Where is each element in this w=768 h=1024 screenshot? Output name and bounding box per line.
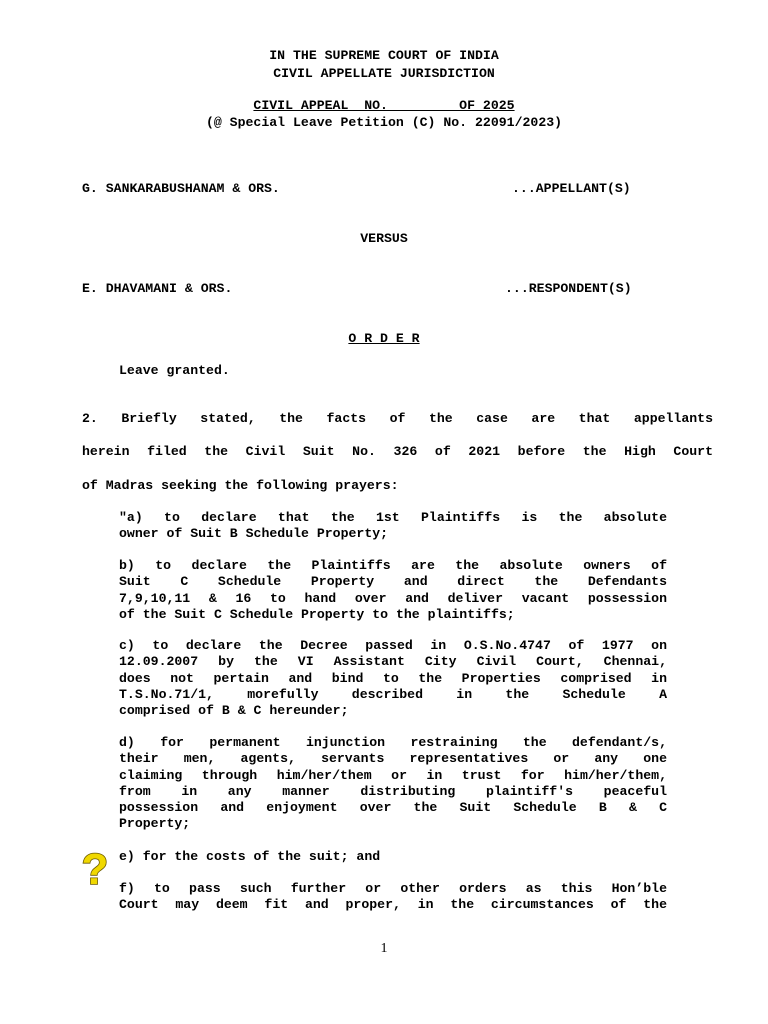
prayer-line: owner of Suit B Schedule Property; bbox=[119, 526, 389, 542]
prayer-line: T.S.No.71/1, morefully described in the Schedule A bbox=[119, 686, 667, 702]
respondent-role: ...RESPONDENT(S) bbox=[505, 281, 632, 296]
prayer-line: d) for permanent injunction restraining the defendant/s, bbox=[119, 735, 667, 750]
prayer-line: their men, agents, servants representatives or any one bbox=[119, 751, 667, 767]
prayer-c bbox=[119, 638, 667, 719]
para-leave-granted: Leave granted. bbox=[119, 363, 230, 378]
slp-number: (@ Special Leave Petition (C) No. 22091/2023) bbox=[205, 115, 563, 130]
prayer-line: Property; bbox=[119, 816, 191, 832]
prayer-line: from in any manner distributing plaintiff's peaceful bbox=[119, 783, 667, 799]
appellant-role: ...APPELLANT(S) bbox=[512, 181, 631, 196]
appellant-name: G. SANKARABUSHANAM & ORS. bbox=[82, 181, 280, 196]
prayer-line: comprised of B & C hereunder; bbox=[119, 703, 349, 719]
prayer-line: 7,9,10,11 & 16 to hand over and deliver vacant possession bbox=[119, 590, 667, 606]
prayer-line: "a) to declare that the 1st Plaintiffs is the absolute bbox=[119, 510, 667, 525]
prayer-line: 12.09.2007 by the VI Assistant City Civil Court, Chennai, bbox=[119, 654, 667, 670]
para-2-line-1: 2. Briefly stated, the facts of the case are that appellants bbox=[82, 411, 713, 426]
prayer-line: c) to declare the Decree passed in O.S.No.4747 of 1977 on bbox=[119, 638, 667, 653]
para-2-line-3: of Madras seeking the following prayers: bbox=[82, 478, 399, 493]
prayer-line: Court may deem fit and proper, in the circumstances of the bbox=[119, 897, 667, 913]
prayer-line: f) to pass such further or other orders as this Hon’ble bbox=[119, 881, 667, 896]
order-heading-wrap bbox=[0, 331, 768, 346]
jurisdiction-title: CIVIL APPELLATE JURISDICTION bbox=[273, 66, 495, 81]
svg-text:?: ? bbox=[81, 846, 109, 890]
prayer-line: does not pertain and bind to the Properties comprised in bbox=[119, 670, 667, 686]
court-title: IN THE SUPREME COURT OF INDIA bbox=[269, 48, 499, 63]
prayer-line: e) for the costs of the suit; and bbox=[119, 849, 381, 864]
prayer-line: possession and enjoyment over the Suit Schedule B & C bbox=[119, 800, 667, 816]
prayer-d bbox=[119, 735, 667, 833]
prayer-line: b) to declare the Plaintiffs are the absolute owners of bbox=[119, 558, 667, 573]
prayer-e bbox=[119, 849, 667, 865]
para-2-line-2: herein filed the Civil Suit No. 326 of 2021 before the High Court bbox=[82, 444, 713, 459]
question-mark-icon[interactable] bbox=[79, 846, 111, 890]
prayer-line: claiming through him/her/them or in trust for him/her/them, bbox=[119, 767, 667, 783]
prayer-line: of the Suit C Schedule Property to the plaintiffs; bbox=[119, 606, 515, 622]
prayer-f bbox=[119, 881, 667, 914]
prayer-b bbox=[119, 558, 667, 623]
appeal-number: CIVIL APPEAL NO. OF 2025 bbox=[253, 98, 515, 113]
versus-label: VERSUS bbox=[360, 231, 408, 246]
order-heading: O R D E R bbox=[348, 331, 420, 346]
page-number: 1 bbox=[380, 941, 388, 956]
prayer-line: Suit C Schedule Property and direct the Defendants bbox=[119, 574, 667, 590]
prayer-a bbox=[119, 510, 667, 543]
appeal-number-wrap bbox=[0, 98, 768, 113]
respondent-name: E. DHAVAMANI & ORS. bbox=[82, 281, 233, 296]
